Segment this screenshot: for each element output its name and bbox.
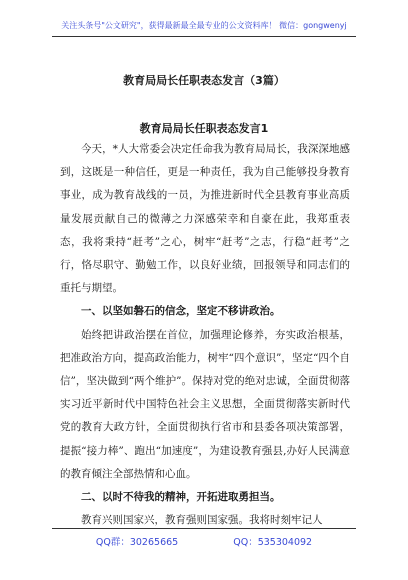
paragraph-education: 教育兴则国家兴，教育强则国家强。我将时刻牢记人	[81, 514, 323, 527]
paragraph-politics: 始终把讲政治摆在首位，加强理论修养，夯实政治根基，把准政治方向，提高政治能力，树牢“四个意识”，坚定“四个自信”，坚决做到“两个维护”。保持对党的绝对忠诚，全面贯彻落实习近平新时代中国特色社会主义思想，全面贯彻落实新时代党的教育大政方针，全面贯彻执行省市和县委各项决策部署，提振“接力棒”、跑出“加速度”，为建设教育强县,办好人民满意的教育倾注全部热情和心血。	[60, 328, 350, 480]
footer	[0, 534, 408, 548]
document-title: 教育局局长任职表态发言（3篇）	[123, 74, 285, 87]
paragraph-intro: 今天，*人大常委会决定任命我为教育局局长，我深深地感到，这既是一种信任，更是一种责任，我为自己能够投身教育事业，成为教育战线的一员，为推进新时代全县教育事业高质量发展贡献自己的微薄之力深感荣幸和自豪在此，我郑重表态，我将秉持“赶考”之心，树牢“赶考”之志，行稳“赶考”之行，恪尽职守、勤勉工作，以良好业绩，回报领导和同志们的重托与期望。	[60, 143, 350, 295]
header-divider	[52, 36, 356, 37]
footer-qq: QQ：535304092	[233, 537, 313, 548]
heading-1: 一、以坚如磐石的信念，坚定不移讲政治。	[81, 305, 281, 318]
section-title: 教育局局长任职表态发言1	[139, 122, 269, 135]
footer-divider	[52, 528, 356, 529]
footer-qq-group: QQ群：30265665	[95, 537, 179, 548]
header-note: 关注头条号"公文研究"，获得最新最全最专业的公文资料库！ 微信：gongwenyj	[61, 21, 347, 30]
document-body	[60, 138, 350, 532]
heading-2: 二、以时不待我的精神，开拓进取勇担当。	[81, 491, 281, 504]
